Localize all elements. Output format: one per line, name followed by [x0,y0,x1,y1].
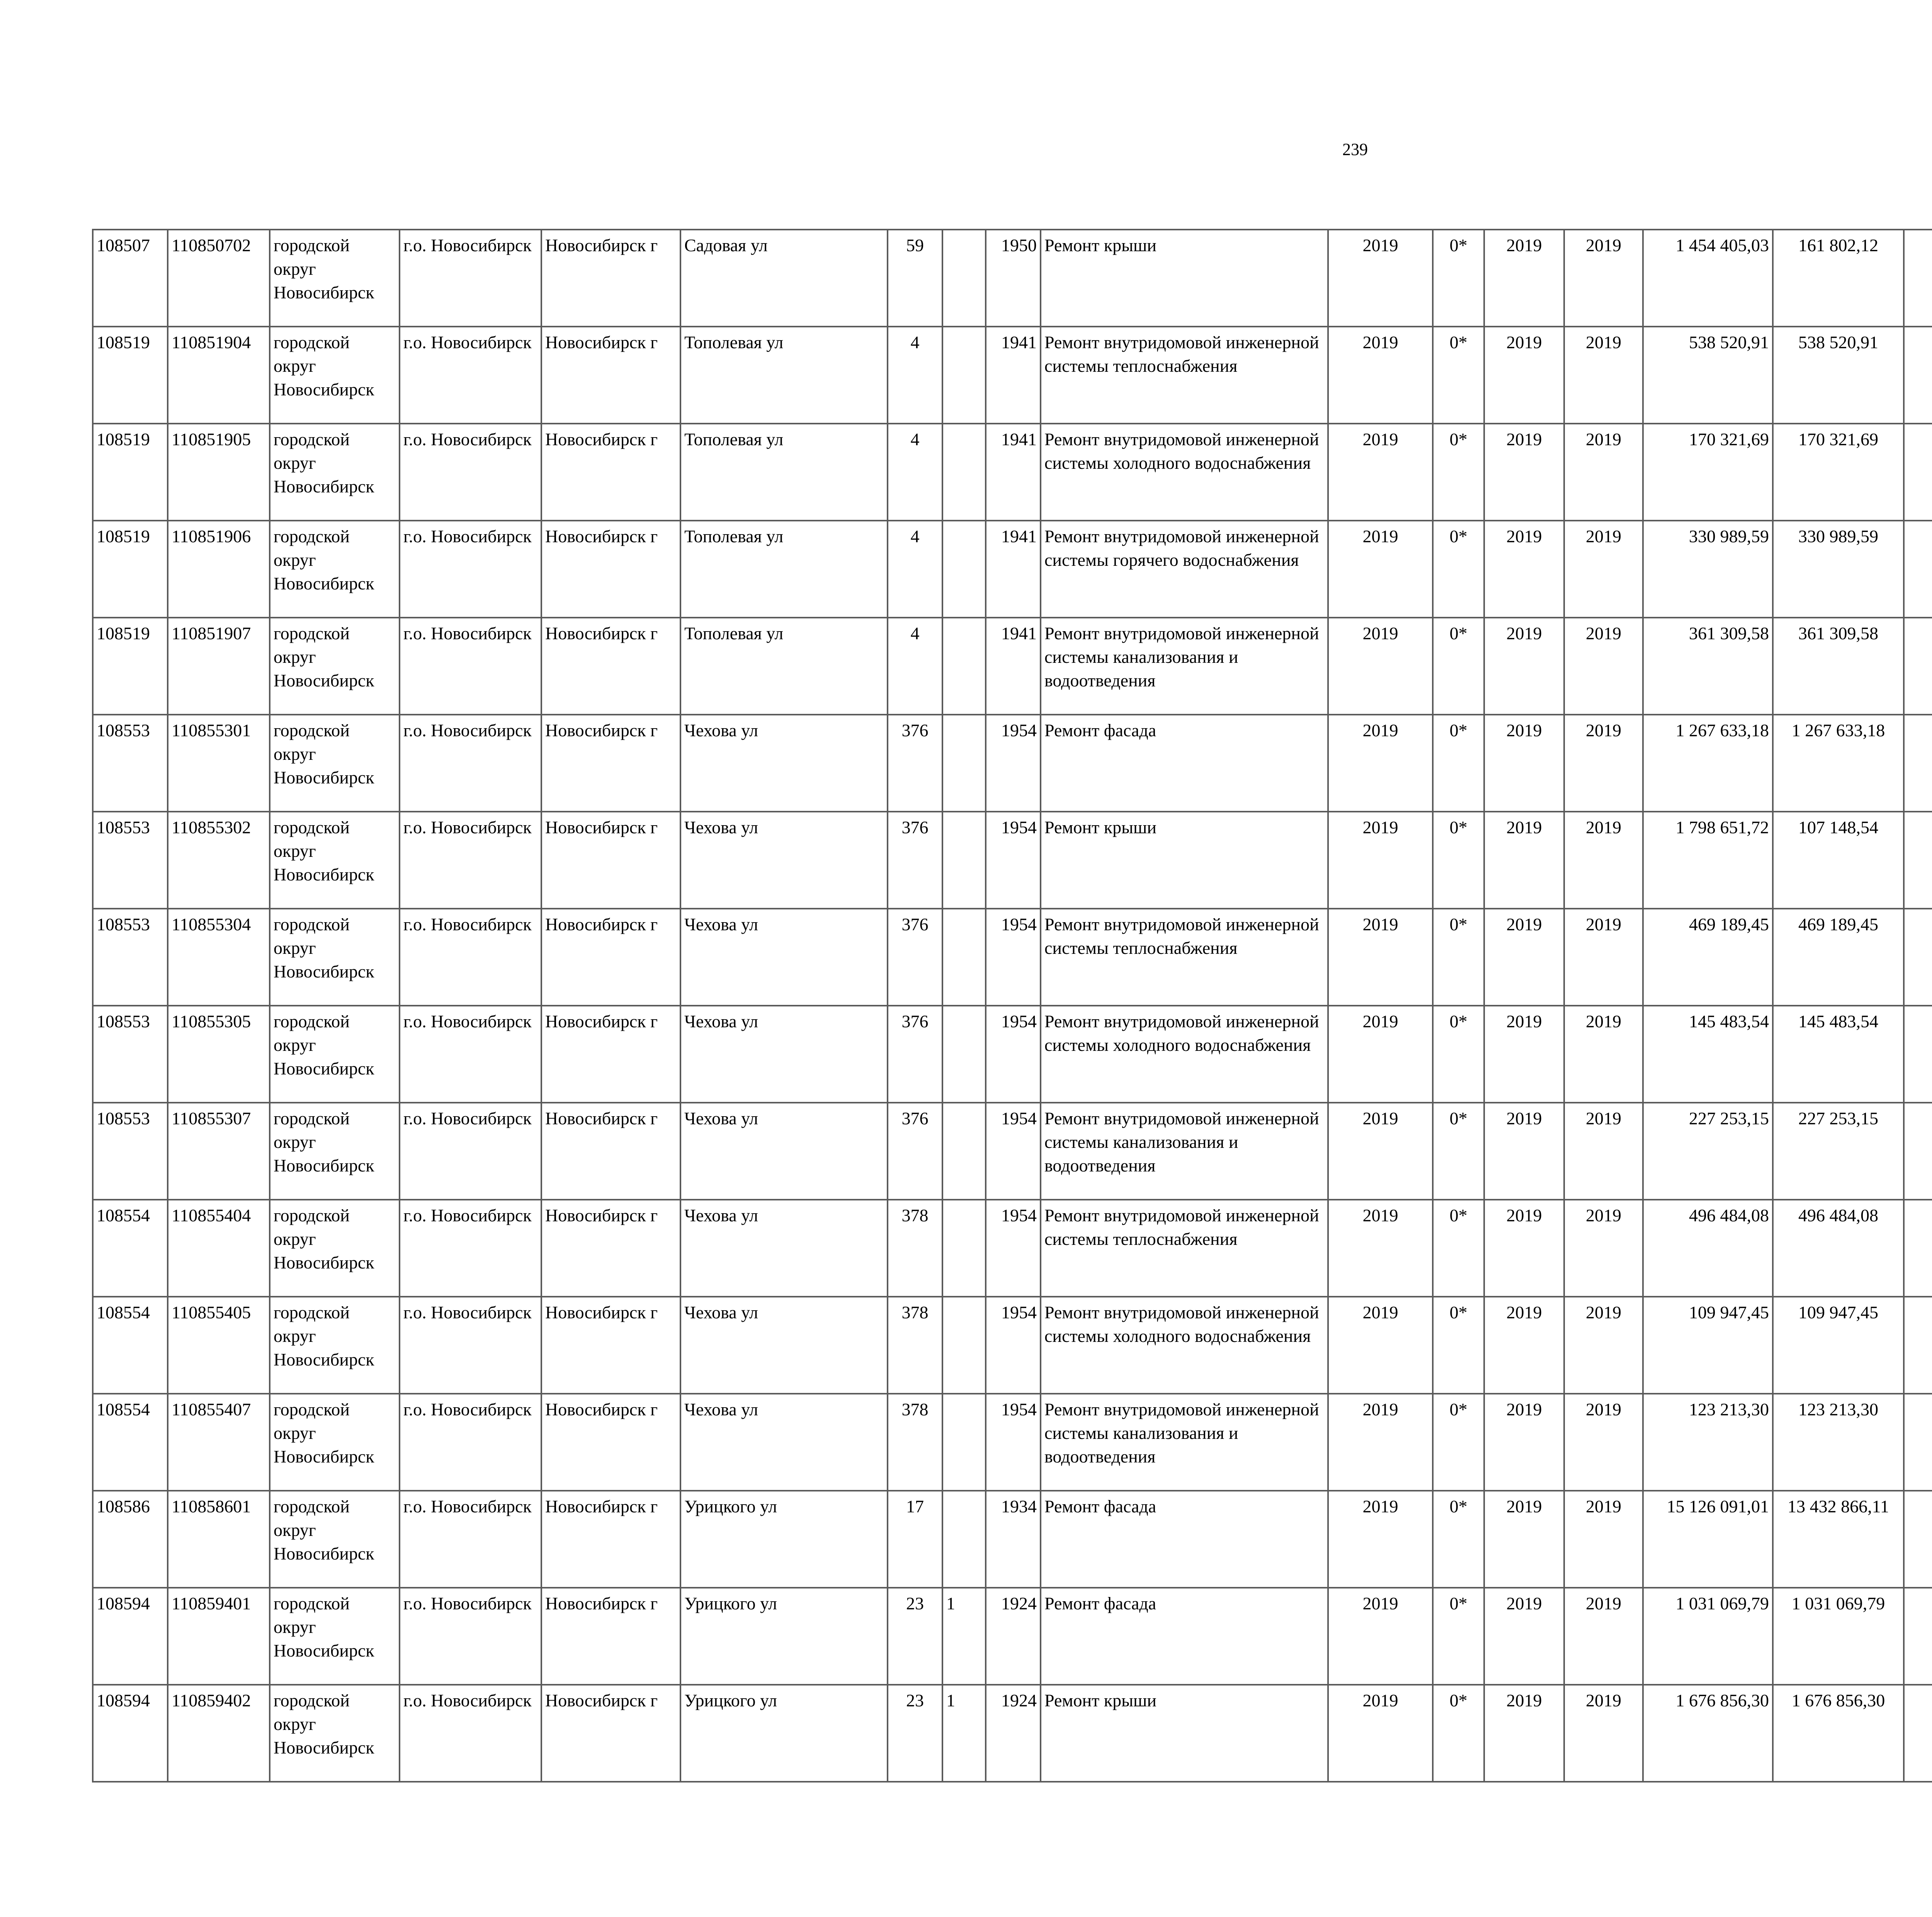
cell-street: Чехова ул [680,1394,888,1491]
cell-mark: 0* [1433,1588,1484,1685]
cell-city: Новосибирск г [541,1685,680,1782]
cell-year-start: 2019 [1484,1297,1564,1394]
cell-work-type: Ремонт внутридомовой инженерной системы канализования и водоотведения [1041,1103,1328,1200]
cell-amount-2 [1904,1200,1932,1297]
cell-year-start: 2019 [1484,909,1564,1006]
cell-amount-1: 538 520,91 [1773,327,1904,424]
cell-total-cost: 1 454 405,03 [1643,230,1773,327]
table-row [93,812,1932,909]
cell-year-built: 1941 [986,424,1041,521]
cell-work-type: Ремонт внутридомовой инженерной системы теплоснабжения [1041,909,1328,1006]
cell-amount-1: 170 321,69 [1773,424,1904,521]
cell-municipality: городской округ Новосибирск [270,909,400,1006]
cell-city: Новосибирск г [541,909,680,1006]
cell-building [942,1297,986,1394]
cell-district: г.о. Новосибирск [400,1103,541,1200]
cell-year-end: 2019 [1564,327,1643,424]
cell-work-type: Ремонт фасада [1041,1491,1328,1588]
cell-city: Новосибирск г [541,618,680,715]
cell-amount-2 [1904,1297,1932,1394]
cell-plan-year: 2019 [1328,1491,1433,1588]
cell-building: 1 [942,1588,986,1685]
cell-code: 110851905 [168,424,270,521]
cell-code: 110855407 [168,1394,270,1491]
cell-amount-2 [1904,715,1932,812]
cell-year-end: 2019 [1564,618,1643,715]
cell-id: 108553 [93,715,168,812]
cell-code: 110859401 [168,1588,270,1685]
cell-municipality: городской округ Новосибирск [270,521,400,618]
cell-district: г.о. Новосибирск [400,230,541,327]
cell-house: 376 [888,1103,942,1200]
cell-amount-2 [1904,909,1932,1006]
cell-amount-1: 107 148,54 [1773,812,1904,909]
cell-year-built: 1954 [986,1297,1041,1394]
cell-mark: 0* [1433,1103,1484,1200]
table-row [93,1394,1932,1491]
cell-id: 108507 [93,230,168,327]
cell-total-cost: 170 321,69 [1643,424,1773,521]
cell-year-start: 2019 [1484,618,1564,715]
cell-street: Чехова ул [680,1200,888,1297]
cell-amount-1: 1 031 069,79 [1773,1588,1904,1685]
cell-municipality: городской округ Новосибирск [270,618,400,715]
cell-amount-1: 161 802,12 [1773,230,1904,327]
cell-id: 108586 [93,1491,168,1588]
cell-city: Новосибирск г [541,1491,680,1588]
cell-municipality: городской округ Новосибирск [270,812,400,909]
cell-building [942,1103,986,1200]
cell-id: 108594 [93,1588,168,1685]
cell-work-type: Ремонт крыши [1041,1685,1328,1782]
cell-total-cost: 1 676 856,30 [1643,1685,1773,1782]
cell-plan-year: 2019 [1328,521,1433,618]
cell-city: Новосибирск г [541,424,680,521]
cell-street: Урицкого ул [680,1588,888,1685]
table-row [93,327,1932,424]
table-row [93,424,1932,521]
cell-district: г.о. Новосибирск [400,1394,541,1491]
cell-code: 110858601 [168,1491,270,1588]
cell-street: Тополевая ул [680,618,888,715]
cell-id: 108519 [93,327,168,424]
cell-district: г.о. Новосибирск [400,1588,541,1685]
cell-total-cost: 109 947,45 [1643,1297,1773,1394]
cell-plan-year: 2019 [1328,1394,1433,1491]
cell-total-cost: 227 253,15 [1643,1103,1773,1200]
cell-id: 108519 [93,618,168,715]
cell-total-cost: 496 484,08 [1643,1200,1773,1297]
cell-plan-year: 2019 [1328,1103,1433,1200]
cell-amount-2 [1904,1588,1932,1685]
cell-year-end: 2019 [1564,1394,1643,1491]
cell-house: 378 [888,1200,942,1297]
cell-work-type: Ремонт крыши [1041,812,1328,909]
cell-year-end: 2019 [1564,1685,1643,1782]
cell-house: 378 [888,1297,942,1394]
cell-year-built: 1924 [986,1685,1041,1782]
cell-amount-1: 13 432 866,11 [1773,1491,1904,1588]
cell-year-start: 2019 [1484,1588,1564,1685]
cell-municipality: городской округ Новосибирск [270,1200,400,1297]
cell-building [942,230,986,327]
cell-code: 110855404 [168,1200,270,1297]
cell-id: 108594 [93,1685,168,1782]
cell-city: Новосибирск г [541,812,680,909]
cell-municipality: городской округ Новосибирск [270,1006,400,1103]
cell-city: Новосибирск г [541,230,680,327]
cell-year-end: 2019 [1564,521,1643,618]
page-number: 239 [1342,140,1368,159]
cell-work-type: Ремонт фасада [1041,1588,1328,1685]
cell-plan-year: 2019 [1328,1685,1433,1782]
cell-mark: 0* [1433,424,1484,521]
cell-district: г.о. Новосибирск [400,715,541,812]
cell-building [942,1006,986,1103]
cell-mark: 0* [1433,1006,1484,1103]
cell-amount-2 [1904,812,1932,909]
cell-year-built: 1954 [986,909,1041,1006]
cell-municipality: городской округ Новосибирск [270,1103,400,1200]
cell-code: 110855302 [168,812,270,909]
cell-year-end: 2019 [1564,1297,1643,1394]
cell-street: Чехова ул [680,1103,888,1200]
cell-amount-1: 145 483,54 [1773,1006,1904,1103]
cell-year-built: 1941 [986,618,1041,715]
cell-id: 108553 [93,1006,168,1103]
cell-amount-2 [1904,618,1932,715]
cell-year-start: 2019 [1484,715,1564,812]
cell-year-built: 1954 [986,812,1041,909]
cell-house: 4 [888,618,942,715]
cell-street: Чехова ул [680,812,888,909]
cell-municipality: городской округ Новосибирск [270,424,400,521]
cell-id: 108554 [93,1394,168,1491]
cell-work-type: Ремонт внутридомовой инженерной системы горячего водоснабжения [1041,521,1328,618]
cell-year-built: 1954 [986,715,1041,812]
cell-code: 110859402 [168,1685,270,1782]
cell-house: 17 [888,1491,942,1588]
cell-amount-1: 109 947,45 [1773,1297,1904,1394]
cell-municipality: городской округ Новосибирск [270,230,400,327]
cell-id: 108553 [93,812,168,909]
cell-work-type: Ремонт фасада [1041,715,1328,812]
table-row [93,1685,1932,1782]
table-row [93,1103,1932,1200]
cell-district: г.о. Новосибирск [400,327,541,424]
table-row [93,1588,1932,1685]
cell-year-end: 2019 [1564,230,1643,327]
cell-year-start: 2019 [1484,327,1564,424]
cell-street: Чехова ул [680,1297,888,1394]
cell-city: Новосибирск г [541,327,680,424]
cell-house: 376 [888,909,942,1006]
cell-house: 4 [888,424,942,521]
cell-code: 110855307 [168,1103,270,1200]
cell-street: Тополевая ул [680,521,888,618]
cell-year-end: 2019 [1564,715,1643,812]
cell-year-start: 2019 [1484,521,1564,618]
cell-city: Новосибирск г [541,715,680,812]
cell-year-built: 1924 [986,1588,1041,1685]
cell-year-start: 2019 [1484,1103,1564,1200]
cell-building [942,618,986,715]
cell-work-type: Ремонт внутридомовой инженерной системы канализования и водоотведения [1041,1394,1328,1491]
cell-building [942,715,986,812]
cell-building [942,424,986,521]
cell-id: 108519 [93,521,168,618]
cell-plan-year: 2019 [1328,1297,1433,1394]
cell-district: г.о. Новосибирск [400,812,541,909]
cell-city: Новосибирск г [541,521,680,618]
cell-district: г.о. Новосибирск [400,1297,541,1394]
cell-id: 108553 [93,1103,168,1200]
cell-work-type: Ремонт внутридомовой инженерной системы холодного водоснабжения [1041,424,1328,521]
cell-mark: 0* [1433,618,1484,715]
cell-amount-2 [1904,1685,1932,1782]
cell-district: г.о. Новосибирск [400,618,541,715]
cell-year-built: 1934 [986,1491,1041,1588]
cell-house: 376 [888,715,942,812]
cell-city: Новосибирск г [541,1006,680,1103]
cell-code: 110855305 [168,1006,270,1103]
cell-year-built: 1954 [986,1200,1041,1297]
cell-mark: 0* [1433,715,1484,812]
cell-city: Новосибирск г [541,1297,680,1394]
cell-district: г.о. Новосибирск [400,424,541,521]
cell-city: Новосибирск г [541,1103,680,1200]
cell-year-built: 1954 [986,1103,1041,1200]
cell-municipality: городской округ Новосибирск [270,1394,400,1491]
cell-building [942,909,986,1006]
cell-amount-1: 330 989,59 [1773,521,1904,618]
cell-code: 110855301 [168,715,270,812]
cell-house: 59 [888,230,942,327]
cell-house: 4 [888,327,942,424]
cell-street: Садовая ул [680,230,888,327]
table-row [93,1200,1932,1297]
cell-house: 376 [888,812,942,909]
cell-amount-1: 496 484,08 [1773,1200,1904,1297]
cell-municipality: городской округ Новосибирск [270,1491,400,1588]
cell-street: Урицкого ул [680,1685,888,1782]
cell-plan-year: 2019 [1328,909,1433,1006]
cell-plan-year: 2019 [1328,715,1433,812]
cell-house: 23 [888,1685,942,1782]
cell-year-end: 2019 [1564,909,1643,1006]
cell-street: Урицкого ул [680,1491,888,1588]
cell-total-cost: 145 483,54 [1643,1006,1773,1103]
table-row [93,521,1932,618]
cell-amount-2 [1904,1103,1932,1200]
cell-year-start: 2019 [1484,230,1564,327]
cell-total-cost: 330 989,59 [1643,521,1773,618]
cell-total-cost: 1 031 069,79 [1643,1588,1773,1685]
cell-district: г.о. Новосибирск [400,1006,541,1103]
cell-city: Новосибирск г [541,1588,680,1685]
cell-year-start: 2019 [1484,424,1564,521]
table-row [93,1491,1932,1588]
cell-code: 110855304 [168,909,270,1006]
cell-year-built: 1941 [986,327,1041,424]
cell-amount-1: 227 253,15 [1773,1103,1904,1200]
cell-house: 376 [888,1006,942,1103]
cell-building [942,1200,986,1297]
cell-year-end: 2019 [1564,1588,1643,1685]
cell-amount-2 [1904,521,1932,618]
cell-house: 4 [888,521,942,618]
cell-code: 110851906 [168,521,270,618]
cell-amount-1: 361 309,58 [1773,618,1904,715]
cell-mark: 0* [1433,327,1484,424]
cell-total-cost: 123 213,30 [1643,1394,1773,1491]
cell-city: Новосибирск г [541,1394,680,1491]
cell-mark: 0* [1433,812,1484,909]
cell-street: Тополевая ул [680,327,888,424]
cell-amount-1: 1 676 856,30 [1773,1685,1904,1782]
cell-code: 110851904 [168,327,270,424]
cell-total-cost: 15 126 091,01 [1643,1491,1773,1588]
registry-body [93,230,1932,1782]
cell-mark: 0* [1433,1394,1484,1491]
cell-amount-2 [1904,327,1932,424]
cell-year-end: 2019 [1564,1200,1643,1297]
cell-amount-2 [1904,1006,1932,1103]
cell-plan-year: 2019 [1328,812,1433,909]
cell-building [942,1394,986,1491]
cell-id: 108519 [93,424,168,521]
cell-building [942,812,986,909]
cell-amount-1: 123 213,30 [1773,1394,1904,1491]
cell-building [942,1491,986,1588]
cell-building [942,521,986,618]
cell-street: Чехова ул [680,909,888,1006]
cell-house: 378 [888,1394,942,1491]
cell-code: 110851907 [168,618,270,715]
cell-municipality: городской округ Новосибирск [270,1588,400,1685]
cell-street: Чехова ул [680,715,888,812]
repair-registry-table [92,229,1932,1783]
cell-year-built: 1950 [986,230,1041,327]
cell-district: г.о. Новосибирск [400,1200,541,1297]
cell-id: 108554 [93,1200,168,1297]
cell-year-end: 2019 [1564,1103,1643,1200]
cell-amount-2 [1904,230,1932,327]
cell-year-start: 2019 [1484,1006,1564,1103]
cell-total-cost: 1 267 633,18 [1643,715,1773,812]
cell-work-type: Ремонт внутридомовой инженерной системы холодного водоснабжения [1041,1006,1328,1103]
cell-id: 108553 [93,909,168,1006]
cell-year-built: 1954 [986,1006,1041,1103]
cell-work-type: Ремонт внутридомовой инженерной системы холодного водоснабжения [1041,1297,1328,1394]
cell-year-start: 2019 [1484,1685,1564,1782]
cell-city: Новосибирск г [541,1200,680,1297]
cell-work-type: Ремонт внутридомовой инженерной системы канализования и водоотведения [1041,618,1328,715]
table-row [93,1297,1932,1394]
cell-mark: 0* [1433,909,1484,1006]
cell-total-cost: 469 189,45 [1643,909,1773,1006]
cell-district: г.о. Новосибирск [400,909,541,1006]
cell-id: 108554 [93,1297,168,1394]
cell-street: Чехова ул [680,1006,888,1103]
cell-district: г.о. Новосибирск [400,1491,541,1588]
cell-work-type: Ремонт крыши [1041,230,1328,327]
table-row [93,909,1932,1006]
cell-amount-2 [1904,424,1932,521]
cell-mark: 0* [1433,1297,1484,1394]
cell-year-built: 1941 [986,521,1041,618]
cell-plan-year: 2019 [1328,618,1433,715]
cell-building [942,327,986,424]
cell-work-type: Ремонт внутридомовой инженерной системы теплоснабжения [1041,1200,1328,1297]
cell-year-start: 2019 [1484,1200,1564,1297]
cell-amount-2 [1904,1491,1932,1588]
cell-municipality: городской округ Новосибирск [270,715,400,812]
cell-year-end: 2019 [1564,1006,1643,1103]
cell-municipality: городской округ Новосибирск [270,1297,400,1394]
cell-building: 1 [942,1685,986,1782]
cell-year-built: 1954 [986,1394,1041,1491]
cell-year-end: 2019 [1564,812,1643,909]
cell-total-cost: 361 309,58 [1643,618,1773,715]
cell-amount-2 [1904,1394,1932,1491]
cell-mark: 0* [1433,1200,1484,1297]
cell-year-start: 2019 [1484,1394,1564,1491]
table-row [93,230,1932,327]
cell-plan-year: 2019 [1328,230,1433,327]
cell-plan-year: 2019 [1328,1588,1433,1685]
cell-total-cost: 538 520,91 [1643,327,1773,424]
cell-street: Тополевая ул [680,424,888,521]
table-row [93,618,1932,715]
cell-municipality: городской округ Новосибирск [270,327,400,424]
cell-district: г.о. Новосибирск [400,1685,541,1782]
cell-plan-year: 2019 [1328,1006,1433,1103]
cell-year-end: 2019 [1564,424,1643,521]
cell-municipality: городской округ Новосибирск [270,1685,400,1782]
cell-house: 23 [888,1588,942,1685]
table-row [93,1006,1932,1103]
table-row [93,715,1932,812]
cell-plan-year: 2019 [1328,1200,1433,1297]
cell-year-end: 2019 [1564,1491,1643,1588]
cell-year-start: 2019 [1484,812,1564,909]
cell-plan-year: 2019 [1328,327,1433,424]
cell-code: 110850702 [168,230,270,327]
cell-mark: 0* [1433,1685,1484,1782]
cell-amount-1: 469 189,45 [1773,909,1904,1006]
cell-plan-year: 2019 [1328,424,1433,521]
cell-amount-1: 1 267 633,18 [1773,715,1904,812]
cell-mark: 0* [1433,1491,1484,1588]
cell-code: 110855405 [168,1297,270,1394]
cell-mark: 0* [1433,230,1484,327]
cell-total-cost: 1 798 651,72 [1643,812,1773,909]
cell-work-type: Ремонт внутридомовой инженерной системы теплоснабжения [1041,327,1328,424]
cell-district: г.о. Новосибирск [400,521,541,618]
cell-mark: 0* [1433,521,1484,618]
cell-year-start: 2019 [1484,1491,1564,1588]
